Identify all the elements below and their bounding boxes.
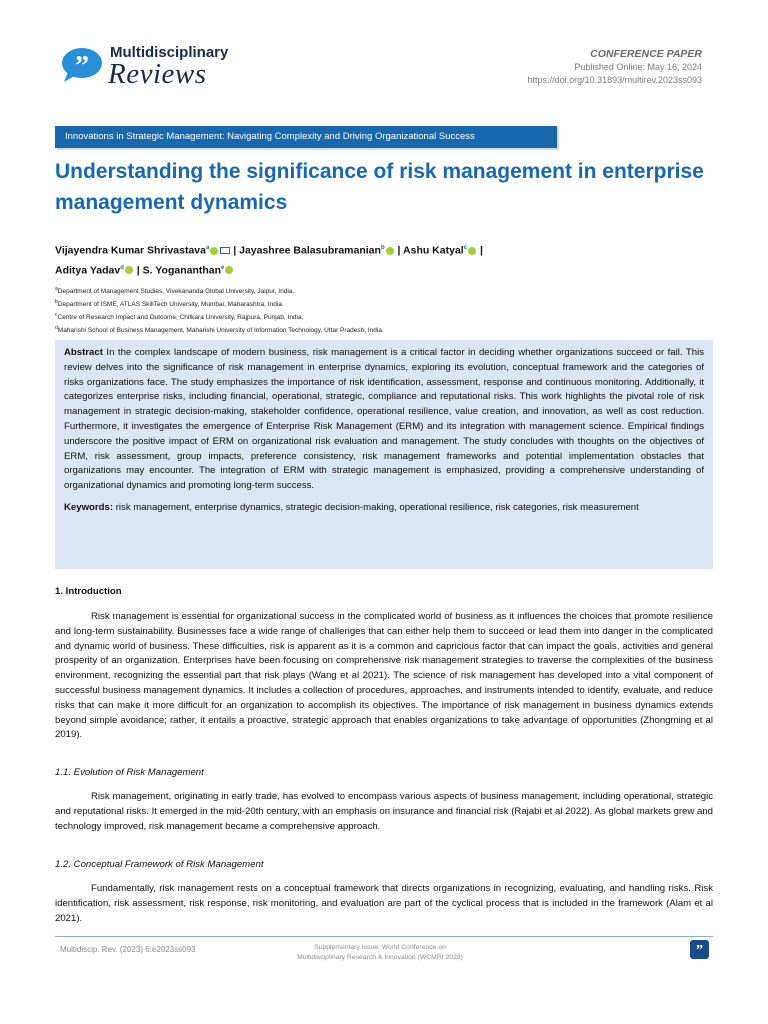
abstract-box xyxy=(55,340,713,569)
affiliation-item: $^d$Maharishi School of Business Management, Maharishi University of Information Technology, Uttar Pradesh, India. xyxy=(55,325,384,335)
email-icon[interactable] xyxy=(220,247,230,254)
footer-citation: Multidiscip. Rev. (2023) 6:e2023ss093 xyxy=(60,945,196,954)
special-issue-banner: Innovations in Strategic Management: Navigating Complexity and Driving Organizational Success xyxy=(55,126,557,148)
keywords-label: Keywords: xyxy=(64,501,114,513)
footer-divider xyxy=(55,936,713,937)
logo-text-reviews: Reviews xyxy=(108,58,207,90)
section-heading-conceptual-framework: 1.2. Conceptual Framework of Risk Management xyxy=(55,859,264,870)
author-name[interactable]: Vijayendra Kumar Shrivastava xyxy=(55,244,206,257)
publication-info xyxy=(528,48,702,87)
doi-link[interactable]: https://doi.org/10.31893/multirev.2023ss093 xyxy=(527,75,702,85)
journal-mini-logo-icon: ” xyxy=(690,940,709,959)
author-affiliation-mark: a xyxy=(205,245,210,251)
author-separator: | xyxy=(479,244,483,257)
author-name[interactable]: Aditya Yadav xyxy=(55,264,121,276)
journal-logo xyxy=(60,42,280,92)
abstract-label: Abstract xyxy=(64,347,103,358)
orcid-icon[interactable] xyxy=(468,247,476,255)
svg-text:”: ” xyxy=(75,51,89,82)
author-affiliation-mark: d xyxy=(120,264,124,271)
introduction-paragraph: Risk management is essential for organizational success in the complicated world of business as it influences the choices that promote resilience and long-term sustainability. Businesses face a wide range of challenges that can either help them to succeed or lead them into danger in the complicated and dynamic world of business. These difficulties, risk is apparent as it is a common and capricious factor that can impact the goals, activities and general prosperity of an organization. Enterprises have been focusing on comprehensive risk management strategies to traverse the complexities of the business environment, recognizing the essential part that risk plays (Wang et al 2021). The science of risk management has developed into a vital component of successful business management dynamics. It includes a collection of procedures, approaches, and instruments intended to identify, evaluate, and reduce risks that can make it more difficult for an organization to accomplish its objectives. The importance of risk management in business dynamics extends beyond simple avoidance; rather, it entails a proactive, strategic approach that enables organizations to take advantage of opportunities (Zhongming et al 2019). xyxy=(55,611,713,741)
orcid-icon[interactable] xyxy=(125,266,133,274)
affiliation-item: $^c$Centre of Research Impact and Outcome, Chitkara University, Rajpura, Punjab, India. xyxy=(55,312,304,322)
footer-supplementary-issue: Supplementary Issue: World Conference on Multidisciplinary Research & Innovation (WCMRI 2023) xyxy=(297,944,463,961)
author-name[interactable]: Ashu Katyal xyxy=(403,244,464,257)
orcid-icon[interactable] xyxy=(386,247,394,255)
keywords: Keywords: risk management, enterprise dynamics, strategic decision-making, operational resilience, risk categories, risk measurement xyxy=(64,501,639,513)
section-heading-evolution: 1.1. Evolution of Risk Management xyxy=(55,767,204,778)
author-separator: | xyxy=(397,244,401,257)
affiliation-item: $^b$Department of ISME, ATLAS SkillTech University, Mumbai, Maharashtra, India. xyxy=(55,299,284,309)
paper-title: Understanding the significance of risk management in enterprise management dynamics xyxy=(55,160,704,214)
orcid-icon[interactable] xyxy=(225,266,233,274)
author-name[interactable]: S. Yogananthan xyxy=(142,264,222,276)
author-separator: | xyxy=(136,264,140,276)
conceptual-framework-paragraph: Fundamentally, risk management rests on a conceptual framework that directs organizations in recognizing, evaluating, and handling risks. Risk identification, risk assessment, risk response, risk monitoring, and evaluation are part of the cyclical process that is included in the framework (Alam et al 2021). xyxy=(55,883,713,924)
speech-bubble-logo-icon xyxy=(60,46,104,84)
author-separator: | xyxy=(233,244,237,257)
affiliation-item: $^a$Department of Management Studies, Vivekananda Global University, Jaipur, India. xyxy=(55,286,295,296)
author-affiliation-mark: c xyxy=(463,245,468,251)
orcid-icon[interactable] xyxy=(210,247,218,255)
author-affiliation-mark: e xyxy=(221,264,225,271)
author-affiliation-mark: b xyxy=(380,245,385,251)
author-list xyxy=(55,240,715,279)
abstract-text: Abstract In the complex landscape of modern business, risk management is a critical factor in deciding whether organizations succeed or fail. This review delves into the significance of risk management in enterprise dynamics, exploring its evolution, conceptual framework and the categories of risks organizations face. The study emphasizes the importance of risk identification, assessment, response and continuous monitoring. Additionally, it categorizes enterprise risks, including financial, operational, strategic, compliance and reputational risks. This work highlights the pivotal role of risk management in strategic decision-making, stakeholder confidence, operational resilience, value creation, and innovation, as well as cost reduction. Furthermore, it investigates the emergence of Enterprise Risk Management (ERM) and its integration with management science. Empirical findings underscore the positive impact of ERM on organizational risk evaluation and management. The study concludes with thoughts on the objectives of ERM, risk assessment, group impacts, preference consistency, risk management frameworks and potential implementation obstacles that organizations may encounter. The integration of ERM with strategic management is emphasized, providing a comprehensive understanding of organizational dynamics and promoting long-term success. xyxy=(64,347,704,492)
evolution-paragraph: Risk management, originating in early trade, has evolved to encompass various aspects of business management, including operational, strategic and reputational risks. It emerged in the mid-20th century, with an emphasis on insurance and financial risk (Rajabi et al 2022). As global markets grew and technology improved, risk management became a comprehensive approach. xyxy=(55,791,713,832)
published-date: Published Online: May 16, 2024 xyxy=(574,62,702,72)
author-name[interactable]: Jayashree Balasubramanian xyxy=(239,244,381,257)
section-heading-introduction: 1. Introduction xyxy=(55,586,122,597)
paper-type: CONFERENCE PAPER xyxy=(590,48,702,60)
logo-text-multidisciplinary: Multidisciplinary xyxy=(110,44,229,61)
